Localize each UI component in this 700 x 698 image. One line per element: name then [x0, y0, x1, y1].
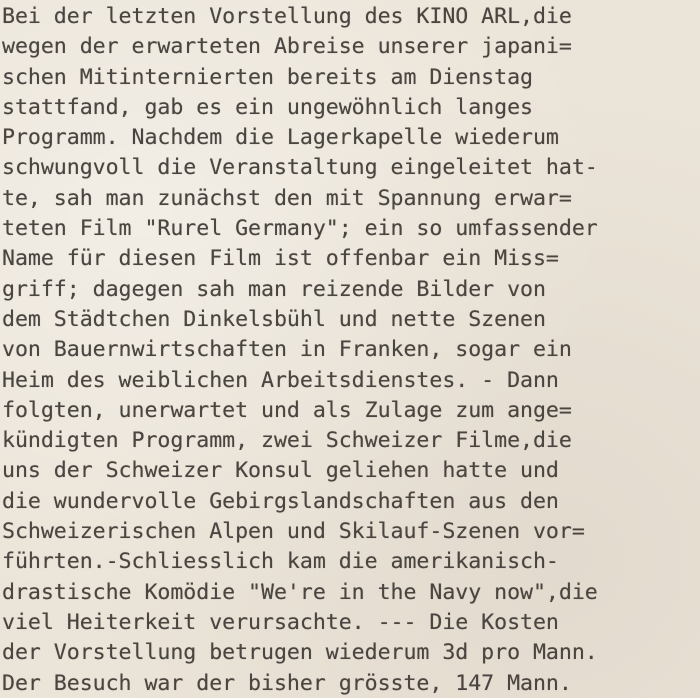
- document-body: [0, 2, 700, 698]
- text-line: kündigten Programm, zwei Schweizer Filme,die: [2, 428, 572, 454]
- text-line: dem Städtchen Dinkelsbühl und nette Szenen: [2, 306, 546, 332]
- text-line: Programm. Nachdem die Lagerkapelle wiederum: [2, 125, 559, 151]
- text-line: folgten, unerwartet und als Zulage zum ange=: [2, 397, 572, 423]
- text-line: drastische Komödie "We're in the Navy now",die: [2, 579, 598, 605]
- text-line: führten.-Schliesslich kam die amerikanisch-: [2, 549, 559, 575]
- text-line: wegen der erwarteten Abreise unserer japani=: [2, 34, 572, 60]
- text-line: Heim des weiblichen Arbeitsdienstes. - Dann: [2, 367, 559, 393]
- text-line: von Bauernwirtschaften in Franken, sogar ein: [2, 337, 572, 363]
- text-line: Schweizerischen Alpen und Skilauf-Szenen vor=: [2, 519, 585, 545]
- text-line: der Vorstellung betrugen wiederum 3d pro Mann.: [2, 640, 598, 666]
- text-line: schen Mitinternierten bereits am Dienstag: [2, 64, 533, 90]
- text-line: Name für diesen Film ist offenbar ein Miss=: [2, 246, 559, 272]
- text-line: stattfand, gab es ein ungewöhnlich langes: [2, 94, 533, 120]
- text-line: uns der Schweizer Konsul geliehen hatte und: [2, 458, 559, 484]
- text-line: die wundervolle Gebirgslandschaften aus den: [2, 488, 559, 514]
- text-line: te, sah man zunächst den mit Spannung erwar=: [2, 185, 572, 211]
- text-line: schwungvoll die Veranstaltung eingeleitet hat-: [2, 155, 598, 181]
- text-line: Der Besuch war der bisher grösste, 147 Mann.: [2, 670, 572, 696]
- text-line: griff; dagegen sah man reizende Bilder von: [2, 276, 546, 302]
- text-line: Bei der letzten Vorstellung des KINO ARL,die: [2, 4, 572, 29]
- text-line: teten Film "Rurel Germany"; ein so umfassender: [2, 216, 598, 242]
- text-line: viel Heiterkeit verursachte. --- Die Kosten: [2, 609, 559, 635]
